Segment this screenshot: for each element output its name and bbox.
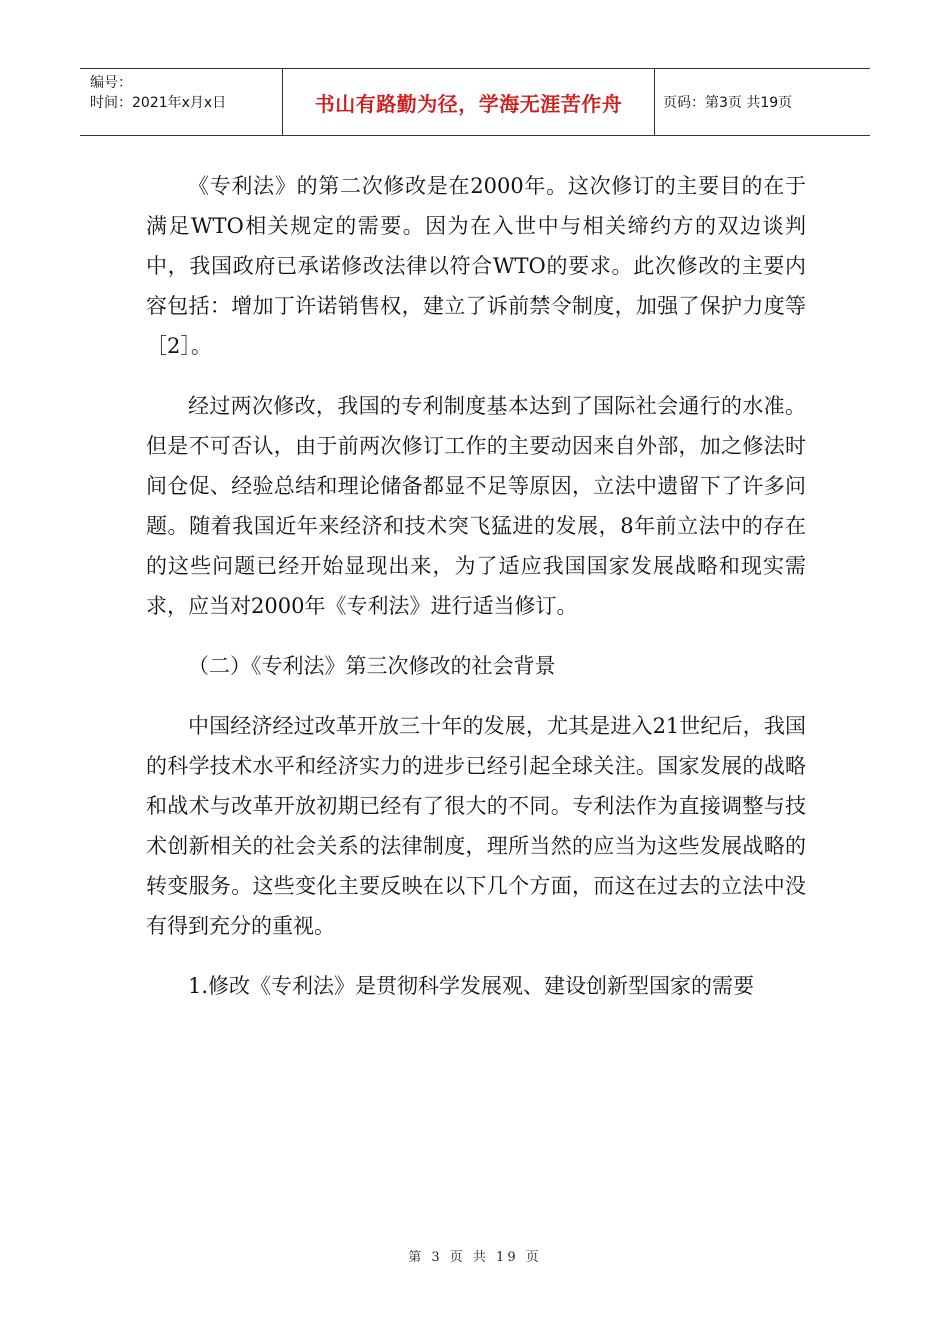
header-page-info: 页码：第3页 共19页 bbox=[663, 95, 793, 111]
paragraph: 中国经济经过改革开放三十年的发展，尤其是进入21世纪后，我国的科学技术水平和经济实力的进步已经引起全球关注。国家发展的战略和战术与改革开放初期已经有了很大的不同。专利法作为直接调整与技术创新相关的社会关系的法律制度，理所当然的应当为这些发展战略的转变服务。这些变化主要反映在以下几个方面，而这在过去的立法中没有得到充分的重视。 bbox=[146, 714, 806, 938]
date-line: 时间：2021年x月x日 bbox=[90, 95, 227, 111]
paragraph: 《专利法》的第二次修改是在2000年。这次修订的主要目的在于满足WTO相关规定的需要。因为在入世中与相关缔约方的双边谈判中，我国政府已承诺修改法律以符合WTO的要求。此次修改的主要内容包括：增加丁许诺销售权，建立了诉前禁令制度，加强了保护力度等［2］。 bbox=[146, 174, 806, 358]
header-motto: 书山有路勤为径，学海无涯苦作舟 bbox=[283, 69, 655, 135]
document-body bbox=[146, 166, 806, 1026]
page-footer: 第 3 页 共 19 页 bbox=[408, 1250, 542, 1265]
subsection-heading: 1.修改《专利法》是贯彻科学发展观、建设创新型国家的需要 bbox=[188, 974, 755, 998]
header-meta bbox=[80, 69, 283, 135]
paragraph: 经过两次修改，我国的专利制度基本达到了国际社会通行的水准。但是不可否认，由于前两次修订工作的主要动因来自外部，加之修法时间仓促、经验总结和理论储备都显不足等原因，立法中遗留下了许多问题。随着我国近年来经济和技术突飞猛进的发展，8年前立法中的存在的这些问题已经开始显现出来，为了适应我国国家发展战略和现实需求，应当对2000年《专利法》进行适当修订。 bbox=[146, 394, 806, 618]
serial-label: 编号： bbox=[90, 75, 132, 91]
section-heading: （二）《专利法》第三次修改的社会背景 bbox=[188, 654, 556, 678]
page-header bbox=[80, 68, 870, 136]
